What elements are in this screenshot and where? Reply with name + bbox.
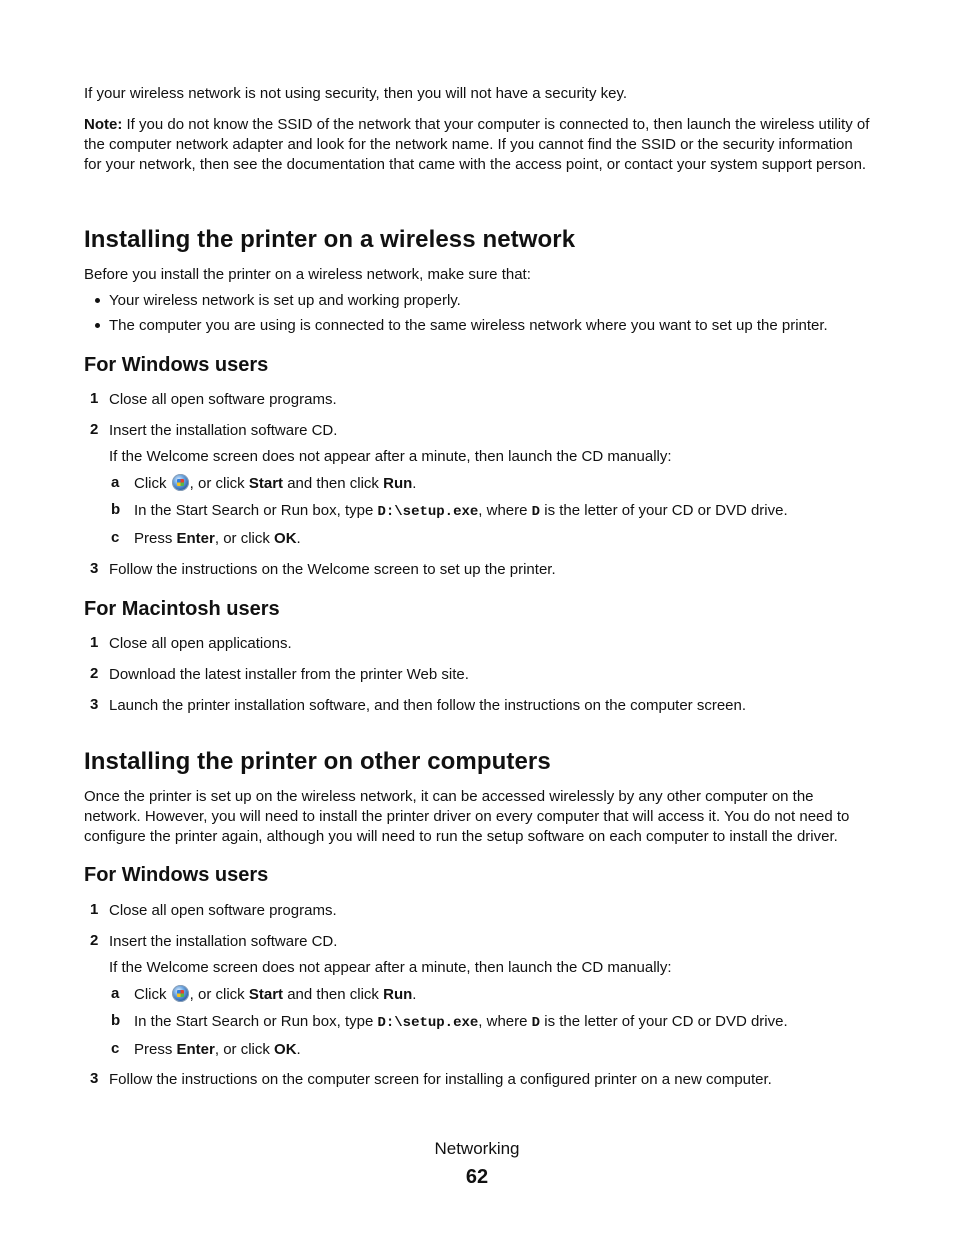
substep-letter: a — [111, 474, 120, 491]
step-text: Insert the installation software CD. — [109, 933, 338, 950]
substep-letter: b — [111, 1012, 121, 1029]
substep-a-text: and then click — [283, 986, 384, 1003]
section-title-wireless: Installing the printer on a wireless network — [84, 226, 576, 253]
step-note: If the Welcome screen does not appear after a minute, then launch the CD manually: — [109, 959, 672, 976]
note-paragraph — [84, 115, 874, 175]
substep-b — [134, 501, 788, 522]
substep-a-text: . — [412, 986, 417, 1003]
step-number: 3 — [90, 1070, 99, 1087]
setup-command: D:\setup.exe — [377, 1015, 479, 1031]
run-label: Run — [383, 986, 413, 1003]
substep-a-text: , or click — [189, 986, 249, 1003]
substep-letter: a — [111, 985, 120, 1002]
step-text: Follow the instructions on the Welcome screen to set up the printer. — [109, 561, 556, 578]
section-title-other-computers: Installing the printer on other computers — [84, 748, 551, 775]
substep-a-text: and then click — [283, 475, 384, 492]
substep-c — [134, 1040, 301, 1060]
substep-c-text: , or click — [214, 530, 275, 547]
substep-letter: b — [111, 501, 121, 518]
subsection-title-mac: For Macintosh users — [84, 598, 280, 620]
substep-c — [134, 529, 301, 549]
step-text: Close all open software programs. — [109, 902, 337, 919]
ok-label: OK — [274, 1041, 297, 1058]
step-text: Close all open software programs. — [109, 391, 337, 408]
step-number: 2 — [90, 665, 99, 682]
enter-label: Enter — [176, 1041, 215, 1058]
substep-c-text: , or click — [214, 1041, 275, 1058]
intro-line: If your wireless network is not using security, then you will not have a security key. — [84, 85, 628, 102]
substep-a-text: , or click — [189, 475, 249, 492]
substep-a-text: Click — [134, 475, 171, 492]
drive-letter: D — [531, 1015, 541, 1031]
substep-b-text: is the letter of your CD or DVD drive. — [540, 502, 788, 519]
subsection-title-windows: For Windows users — [84, 354, 269, 376]
substep-a-text: . — [412, 475, 417, 492]
step-text: Launch the printer installation software, and then follow the instructions on the computer screen. — [109, 697, 747, 714]
section-lead: Before you install the printer on a wireless network, make sure that: — [84, 266, 531, 283]
substep-b-text: is the letter of your CD or DVD drive. — [540, 1013, 788, 1030]
step-number: 3 — [90, 696, 99, 713]
page-number: 62 — [465, 1166, 489, 1188]
substep-b-text: In the Start Search or Run box, type — [134, 1013, 378, 1030]
substep-c-text: . — [296, 530, 301, 547]
step-number: 2 — [90, 421, 99, 438]
run-label: Run — [383, 475, 413, 492]
substep-a — [134, 474, 416, 494]
step-number: 1 — [90, 901, 99, 918]
enter-label: Enter — [176, 530, 215, 547]
step-note: If the Welcome screen does not appear after a minute, then launch the CD manually: — [109, 448, 672, 465]
step-number: 1 — [90, 390, 99, 407]
drive-letter: D — [531, 504, 541, 520]
substep-b-text: , where — [478, 1013, 532, 1030]
substep-letter: c — [111, 529, 120, 546]
section-paragraph: Once the printer is set up on the wireless network, it can be accessed wirelessly by any other computer on the network. However, you will need to install the printer driver on every computer that will access it. You do not need to configure the printer again, although you will need to run the setup software on each computer to install the driver. — [84, 788, 850, 845]
step-text: Download the latest installer from the printer Web site. — [109, 666, 469, 683]
start-label: Start — [248, 475, 284, 492]
ok-label: OK — [274, 530, 297, 547]
bullet-item: Your wireless network is set up and working properly. — [109, 292, 461, 309]
step-text: Close all open applications. — [109, 635, 292, 652]
substep-c-text: Press — [134, 1041, 177, 1058]
substep-a-text: Click — [134, 986, 171, 1003]
substep-c-text: . — [296, 1041, 301, 1058]
step-text: Follow the instructions on the computer screen for installing a configured printer on a new computer. — [109, 1071, 772, 1088]
windows-start-orb-icon — [172, 985, 189, 1002]
step-number: 3 — [90, 560, 99, 577]
note-label: Note: — [84, 116, 123, 133]
step-text: Insert the installation software CD. — [109, 422, 338, 439]
substep-a — [134, 985, 416, 1005]
step-number: 1 — [90, 634, 99, 651]
step-number: 2 — [90, 932, 99, 949]
start-label: Start — [248, 986, 284, 1003]
subsection-title-windows: For Windows users — [84, 864, 269, 886]
setup-command: D:\setup.exe — [377, 504, 479, 520]
substep-b-text: In the Start Search or Run box, type — [134, 502, 378, 519]
footer-section-name: Networking — [434, 1139, 520, 1158]
note-text: If you do not know the SSID of the network that your computer is connected to, then launch the wireless utility of the computer network adapter and look for the network name. If you cannot find the SSID or the security information for your network, then see the documentation that came with the access point, or contact your system support person. — [84, 116, 870, 173]
substep-c-text: Press — [134, 530, 177, 547]
bullet-item: The computer you are using is connected to the same wireless network where you want to set up the printer. — [109, 317, 828, 334]
substep-b-text: , where — [478, 502, 532, 519]
substep-letter: c — [111, 1040, 120, 1057]
substep-b — [134, 1012, 788, 1033]
windows-start-orb-icon — [172, 474, 189, 491]
